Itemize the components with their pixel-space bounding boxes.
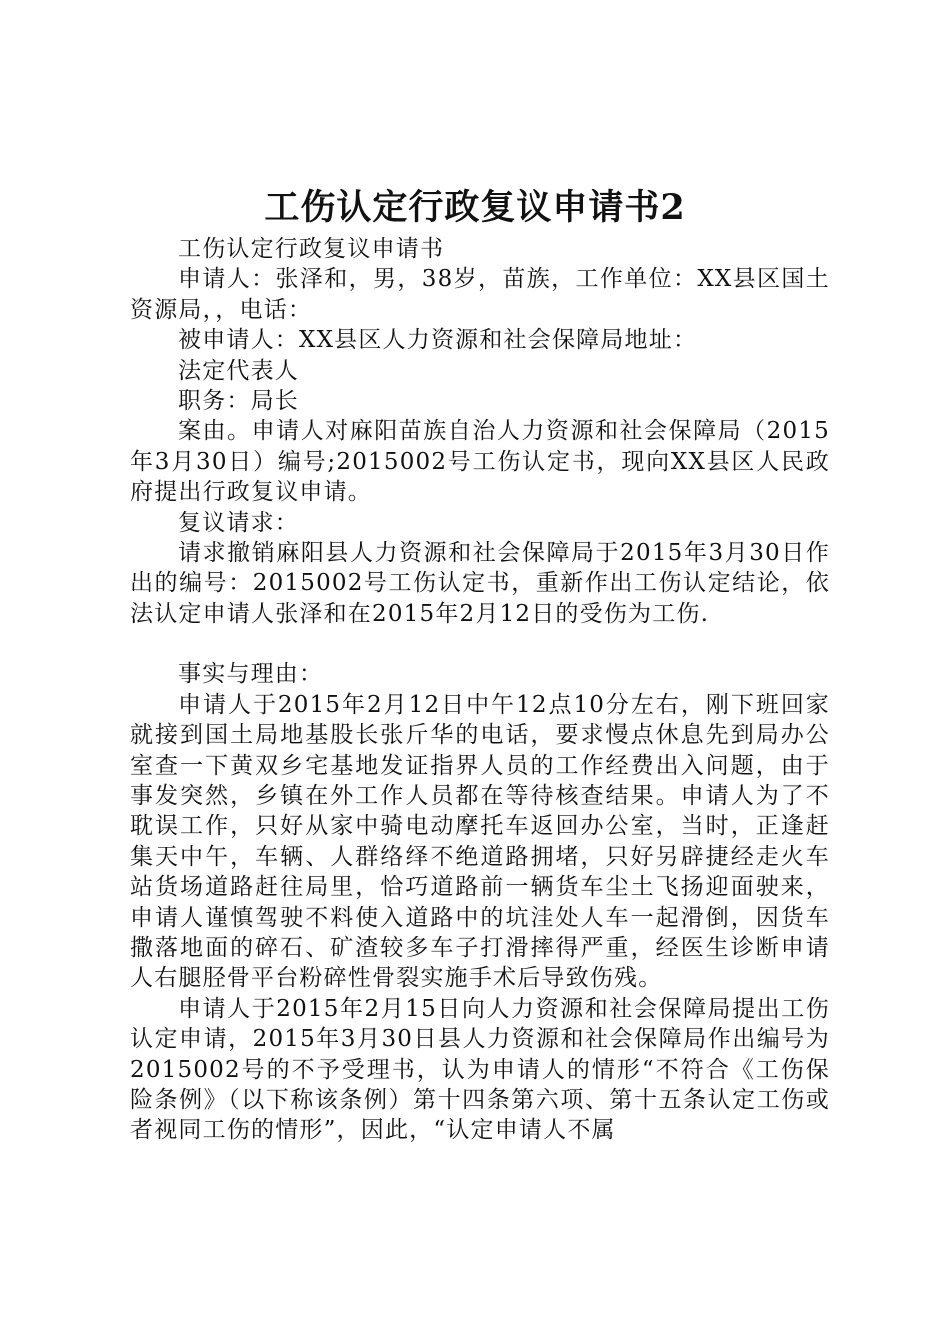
paragraph-heading: 工伤认定行政复议申请书: [178, 236, 445, 262]
paragraph-respondent: 被申请人：XX县区人力资源和社会保障局地址：: [178, 327, 698, 354]
paragraph-facts-heading: 事实与理由：: [178, 661, 324, 688]
document-title: 工伤认定行政复议申请书2: [264, 187, 686, 228]
paragraph-facts: 申请人于2015年2月12日中午12点10分左右，刚下班回家就接到国土局地基股长张斤华的电话，要求慢点休息先到局办公室查一下黄双乡宅基地发证指界人员的工作经费出入问题，由于事发突然，乡镇在外工作人员都在等待核查结果。申请人为了不耽误工作，只好从家中骑电动摩托车返回办公室，当时，正逢赶集天中午，车辆、人群络绎不绝道路拥堵，只好另辟捷经走火车站货场道路赶往局里，恰巧道路前一辆货车尘土飞扬迎面驶来，申请人谨慎驾驶不料使入道路中的坑洼处人车一起滑倒，因货车撒落地面的碎石、矿渣较多车子打滑摔得严重，经医生诊断申请人右腿胫骨平台粉碎性骨裂实施手术后导致伤残。: [130, 691, 830, 992]
paragraph-request-heading: 复议请求：: [178, 509, 299, 536]
paragraph-applicant: 申请人：张泽和，男，38岁，苗族，工作单位：XX县区国土资源局，，电话：: [130, 266, 830, 323]
paragraph-case-reason: 案由。申请人对麻阳苗族自治人力资源和社会保障局（2015年3月30日）编号;2015002号工伤认定书，现向XX县区人民政府提出行政复议申请。: [130, 418, 830, 506]
paragraph-position: 职务：局长: [178, 388, 299, 415]
paragraph-request: 请求撤销麻阳县人力资源和社会保障局于2015年3月30日作出的编号：2015002号工伤认定书，重新作出工伤认定结论，依法认定申请人张泽和在2015年2月12日的受伤为工伤.: [130, 540, 830, 627]
paragraph-application-history: 申请人于2015年2月15日向人力资源和社会保障局提出工伤认定申请，2015年3月30日县人力资源和社会保障局作出编号为2015002号的不予受理书，认为申请人的情形“不符合《工伤保险条例》（以下称该条例）第十四条第六项、第十五条认定工伤或者视同工伤的情形”，因此，“认定申请人不属: [130, 995, 830, 1144]
document-body: [130, 234, 830, 1146]
paragraph-legal-representative: 法定代表人: [178, 357, 299, 384]
